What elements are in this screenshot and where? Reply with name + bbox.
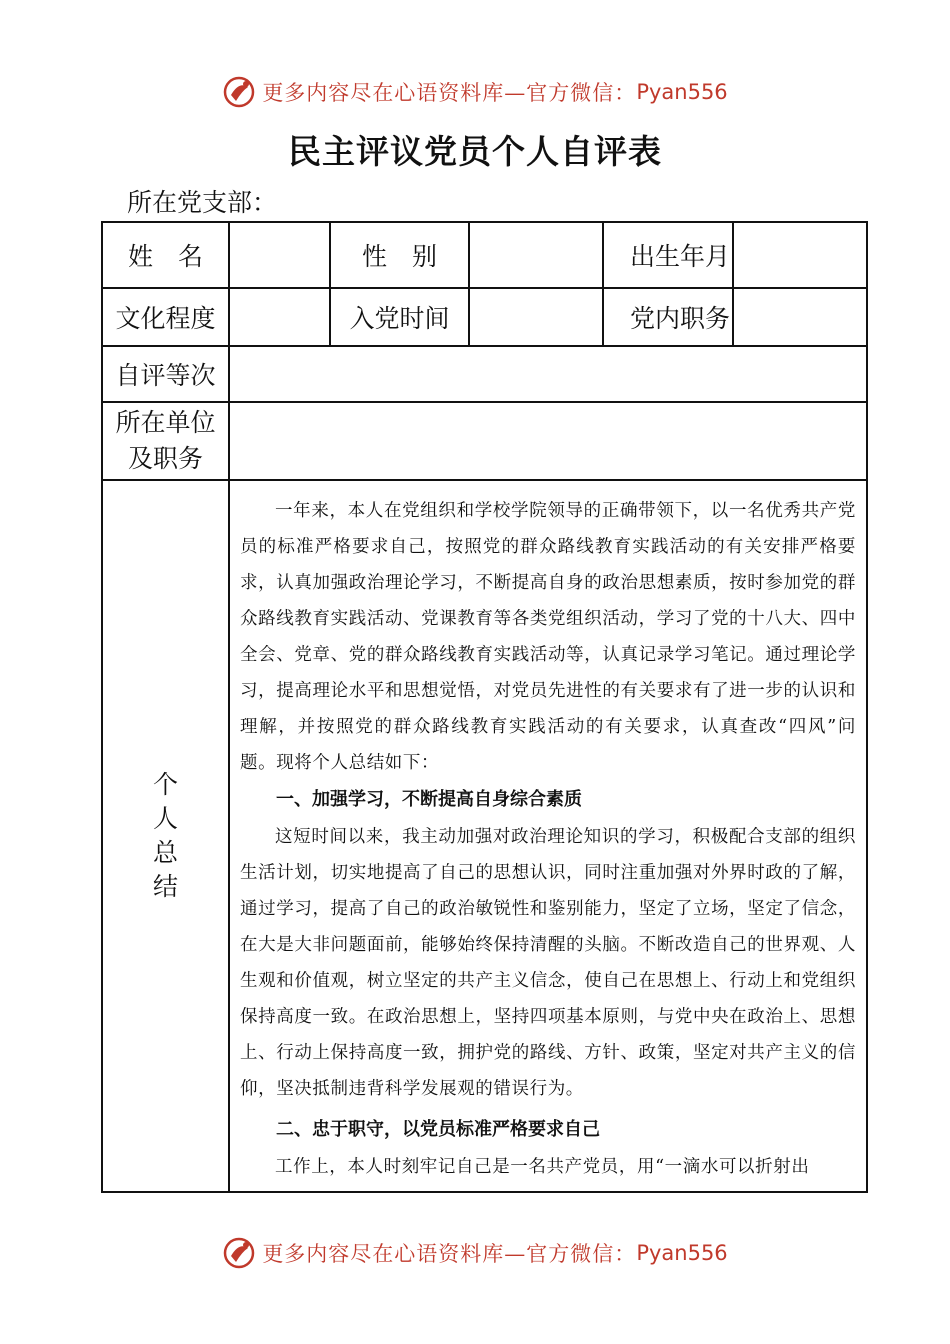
gender-label: 性 别 [330, 222, 469, 288]
join-date-value[interactable] [469, 288, 603, 346]
watermark-wechat-id: Pyan556 [636, 80, 728, 104]
watermark-footer [0, 1233, 950, 1273]
self-evaluation-table [101, 221, 868, 1193]
watermark-wechat-id: Pyan556 [636, 1241, 728, 1265]
logo-icon [222, 75, 256, 109]
party-branch-label: 所在党支部： [127, 188, 278, 217]
birth-date-label: 出生年月 [603, 222, 733, 288]
party-duty-value[interactable] [733, 288, 867, 346]
summary-paragraph: 一年来，本人在党组织和学校学院领导的正确带领下，以一名优秀共产党员的标准严格要求自己，按照党的群众路线教育实践活动的有关安排严格要求，认真加强政治理论学习，不断提高自身的政治思想素质，按时参加党的群众路线教育实践活动、党课教育等各类党组织活动，学习了党的十八大、四中全会、党章、党的群众路线教育实践活动等，认真记录学习笔记。通过理论学习，提高理论水平和思想觉悟，对党员先进性的有关要求有了进一步的认识和理解，并按照党的群众路线教育实践活动的有关要求，认真查改“四风”问题。现将个人总结如下： [240, 501, 856, 773]
unit-label-line2: 及职务 [127, 444, 203, 473]
summary-label-char: 总 [152, 838, 178, 867]
summary-heading: 一、加强学习，不断提高自身综合素质 [276, 789, 582, 810]
summary-label-char: 结 [152, 872, 178, 901]
birth-date-value[interactable] [733, 222, 867, 288]
summary-label-char: 个 [152, 770, 178, 799]
personal-summary-label [102, 480, 229, 1192]
unit-label-line1: 所在单位 [115, 408, 216, 437]
personal-summary-content[interactable] [229, 480, 867, 1192]
education-label: 文化程度 [102, 288, 229, 346]
watermark-header [0, 72, 950, 112]
education-value[interactable] [229, 288, 330, 346]
unit-position-value[interactable] [229, 402, 867, 480]
summary-paragraph: 工作上，本人时刻牢记自己是一名共产党员，用“一滴水可以折射出 [275, 1157, 810, 1177]
name-label: 姓 名 [102, 222, 229, 288]
name-value[interactable] [229, 222, 330, 288]
summary-heading: 二、忠于职守，以党员标准严格要求自己 [276, 1119, 600, 1140]
party-duty-label: 党内职务 [603, 288, 733, 346]
self-grade-label: 自评等次 [102, 346, 229, 402]
watermark-text: 更多内容尽在心语资料库—官方微信： [262, 1242, 637, 1266]
summary-label-char: 人 [152, 804, 178, 833]
logo-icon [222, 1236, 256, 1270]
watermark-text: 更多内容尽在心语资料库—官方微信： [262, 81, 637, 105]
unit-position-label [102, 402, 229, 480]
self-grade-value[interactable] [229, 346, 867, 402]
gender-value[interactable] [469, 222, 603, 288]
summary-paragraph: 这短时间以来，我主动加强对政治理论知识的学习，积极配合支部的组织生活计划，切实地提高了自己的思想认识，同时注重加强对外界时政的了解，通过学习，提高了自己的政治敏锐性和鉴别能力，坚定了立场，坚定了信念，在大是大非问题面前，能够始终保持清醒的头脑。不断改造自己的世界观、人生观和价值观，树立坚定的共产主义信念，使自己在思想上、行动上和党组织保持高度一致。在政治思想上，坚持四项基本原则，与党中央在政治上、思想上、行动上保持高度一致，拥护党的路线、方针、政策，坚定对共产主义的信仰，坚决抵制违背科学发展观的错误行为。 [240, 827, 856, 1099]
join-date-label: 入党时间 [330, 288, 469, 346]
document-title: 民主评议党员个人自评表 [288, 132, 662, 171]
